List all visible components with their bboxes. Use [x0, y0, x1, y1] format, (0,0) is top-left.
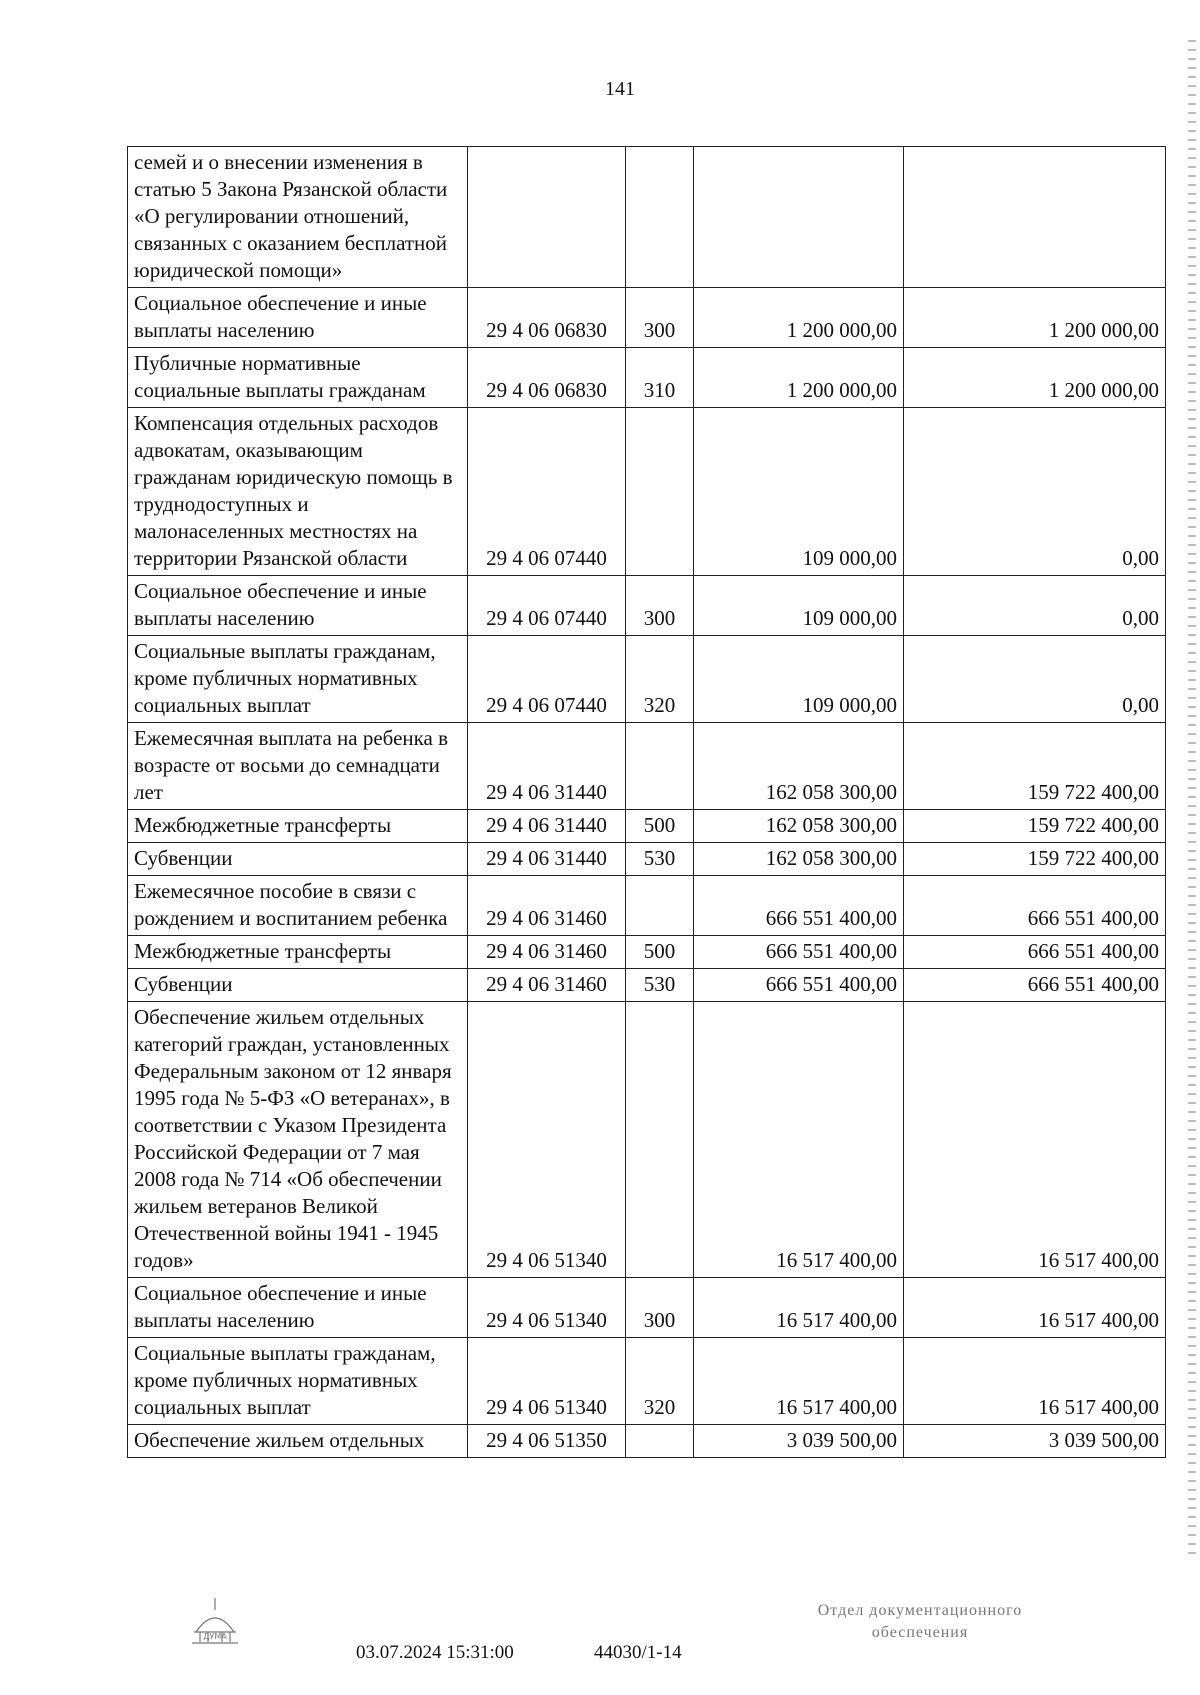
cell-sum-2024: 162 058 300,00: [694, 843, 904, 876]
cell-name: Субвенции: [128, 843, 468, 876]
cell-sum-2025: 0,00: [904, 636, 1166, 723]
table-row: [128, 843, 1166, 876]
cell-sum-2024: 666 551 400,00: [694, 876, 904, 936]
table-row: [128, 147, 1166, 288]
cell-name: Социальные выплаты гражданам, кроме публичных нормативных социальных выплат: [128, 1338, 468, 1425]
svg-text:ДУМА: ДУМА: [203, 1632, 227, 1641]
cell-name: Социальное обеспечение и иные выплаты населению: [128, 288, 468, 348]
cell-sum-2025: 159 722 400,00: [904, 723, 1166, 810]
cell-code: 29 4 06 06830: [468, 288, 626, 348]
scan-edge-mark: [1188, 40, 1196, 1560]
cell-code: 29 4 06 31440: [468, 810, 626, 843]
cell-type: [626, 723, 694, 810]
table-row: [128, 1338, 1166, 1425]
cell-sum-2024: 162 058 300,00: [694, 723, 904, 810]
cell-code: 29 4 06 07440: [468, 576, 626, 636]
cell-sum-2024: 109 000,00: [694, 408, 904, 576]
cell-type: 530: [626, 843, 694, 876]
cell-type: 300: [626, 288, 694, 348]
cell-type: [626, 876, 694, 936]
stamp-line-1: Отдел документационного: [817, 1602, 1023, 1619]
cell-sum-2025: 0,00: [904, 576, 1166, 636]
cell-type: 310: [626, 348, 694, 408]
cell-name: Ежемесячная выплата на ребенка в возрасте от восьми до семнадцати лет: [128, 723, 468, 810]
table-row: [128, 936, 1166, 969]
table-row: [128, 1278, 1166, 1338]
cell-sum-2024: 666 551 400,00: [694, 969, 904, 1002]
cell-type: [626, 408, 694, 576]
stamp-line-2: обеспечения: [871, 1624, 969, 1641]
cell-name: Социальное обеспечение и иные выплаты населению: [128, 1278, 468, 1338]
cell-sum-2025: 0,00: [904, 408, 1166, 576]
cell-type: 300: [626, 1278, 694, 1338]
cell-sum-2024: [694, 147, 904, 288]
table-row: [128, 723, 1166, 810]
cell-sum-2024: 162 058 300,00: [694, 810, 904, 843]
cell-type: 500: [626, 810, 694, 843]
budget-table-body: [128, 147, 1166, 1458]
cell-sum-2025: 666 551 400,00: [904, 876, 1166, 936]
cell-code: 29 4 06 31460: [468, 876, 626, 936]
cell-code: 29 4 06 31440: [468, 723, 626, 810]
cell-sum-2025: 666 551 400,00: [904, 936, 1166, 969]
cell-code: 29 4 06 07440: [468, 408, 626, 576]
cell-name: Обеспечение жильем отдельных категорий граждан, установленных Федеральным законом от 12 января 1995 года № 5-ФЗ «О ветеранах», в соответствии с Указом Президента Российской Федерации от 7 мая 2008 года № 714 «Об обеспечении жильем ветеранов Великой Отечественной войны 1941 - 1945 годов»: [128, 1002, 468, 1278]
cell-code: 29 4 06 31440: [468, 843, 626, 876]
cell-sum-2025: 666 551 400,00: [904, 969, 1166, 1002]
cell-sum-2025: [904, 147, 1166, 288]
cell-name: Межбюджетные трансферты: [128, 810, 468, 843]
cell-code: 29 4 06 51340: [468, 1338, 626, 1425]
cell-code: 29 4 06 51350: [468, 1425, 626, 1458]
cell-sum-2024: 16 517 400,00: [694, 1278, 904, 1338]
cell-code: 29 4 06 51340: [468, 1278, 626, 1338]
cell-type: 500: [626, 936, 694, 969]
cell-type: [626, 1002, 694, 1278]
cell-type: 300: [626, 576, 694, 636]
budget-table: [127, 146, 1166, 1458]
cell-sum-2024: 1 200 000,00: [694, 288, 904, 348]
table-row: [128, 576, 1166, 636]
table-row: [128, 876, 1166, 936]
cell-name: Публичные нормативные социальные выплаты гражданам: [128, 348, 468, 408]
page-number: 141: [605, 78, 635, 100]
cell-name: Обеспечение жильем отдельных: [128, 1425, 468, 1458]
cell-sum-2024: 16 517 400,00: [694, 1338, 904, 1425]
cell-sum-2025: 1 200 000,00: [904, 348, 1166, 408]
table-row: [128, 636, 1166, 723]
table-row: [128, 348, 1166, 408]
cell-type: [626, 147, 694, 288]
cell-name: Социальные выплаты гражданам, кроме публичных нормативных социальных выплат: [128, 636, 468, 723]
cell-name: семей и о внесении изменения в статью 5 Закона Рязанской области «О регулировании отношений, связанных с оказанием бесплатной юридической помощи»: [128, 147, 468, 288]
cell-sum-2025: 16 517 400,00: [904, 1278, 1166, 1338]
cell-sum-2025: 1 200 000,00: [904, 288, 1166, 348]
cell-sum-2024: 1 200 000,00: [694, 348, 904, 408]
footer-doc-number: 44030/1-14: [594, 1642, 682, 1663]
cell-sum-2025: 16 517 400,00: [904, 1338, 1166, 1425]
cell-code: 29 4 06 31460: [468, 936, 626, 969]
cell-code: 29 4 06 06830: [468, 348, 626, 408]
cell-sum-2025: 16 517 400,00: [904, 1002, 1166, 1278]
cell-sum-2025: 159 722 400,00: [904, 810, 1166, 843]
cell-code: 29 4 06 51340: [468, 1002, 626, 1278]
footer-datetime: 03.07.2024 15:31:00: [356, 1642, 514, 1663]
cell-code: 29 4 06 31460: [468, 969, 626, 1002]
table-row: [128, 969, 1166, 1002]
table-row: [128, 1002, 1166, 1278]
cell-type: 530: [626, 969, 694, 1002]
cell-sum-2025: 159 722 400,00: [904, 843, 1166, 876]
cell-sum-2024: 109 000,00: [694, 636, 904, 723]
cell-name: Ежемесячное пособие в связи с рождением и воспитанием ребенка: [128, 876, 468, 936]
cell-name: Компенсация отдельных расходов адвокатам, оказывающим гражданам юридическую помощь в труднодоступных и малонаселенных местностях на территории Рязанской области: [128, 408, 468, 576]
cell-sum-2024: 109 000,00: [694, 576, 904, 636]
department-stamp: [770, 1600, 1070, 1644]
table-row: [128, 810, 1166, 843]
cell-type: 320: [626, 636, 694, 723]
cell-sum-2024: 3 039 500,00: [694, 1425, 904, 1458]
cell-code: [468, 147, 626, 288]
cell-sum-2025: 3 039 500,00: [904, 1425, 1166, 1458]
cell-name: Субвенции: [128, 969, 468, 1002]
table-row: [128, 288, 1166, 348]
cell-name: Социальное обеспечение и иные выплаты населению: [128, 576, 468, 636]
table-row: [128, 408, 1166, 576]
cell-name: Межбюджетные трансферты: [128, 936, 468, 969]
cell-sum-2024: 666 551 400,00: [694, 936, 904, 969]
cell-type: [626, 1425, 694, 1458]
table-row: [128, 1425, 1166, 1458]
duma-logo: [186, 1592, 244, 1652]
cell-code: 29 4 06 07440: [468, 636, 626, 723]
cell-sum-2024: 16 517 400,00: [694, 1002, 904, 1278]
cell-type: 320: [626, 1338, 694, 1425]
